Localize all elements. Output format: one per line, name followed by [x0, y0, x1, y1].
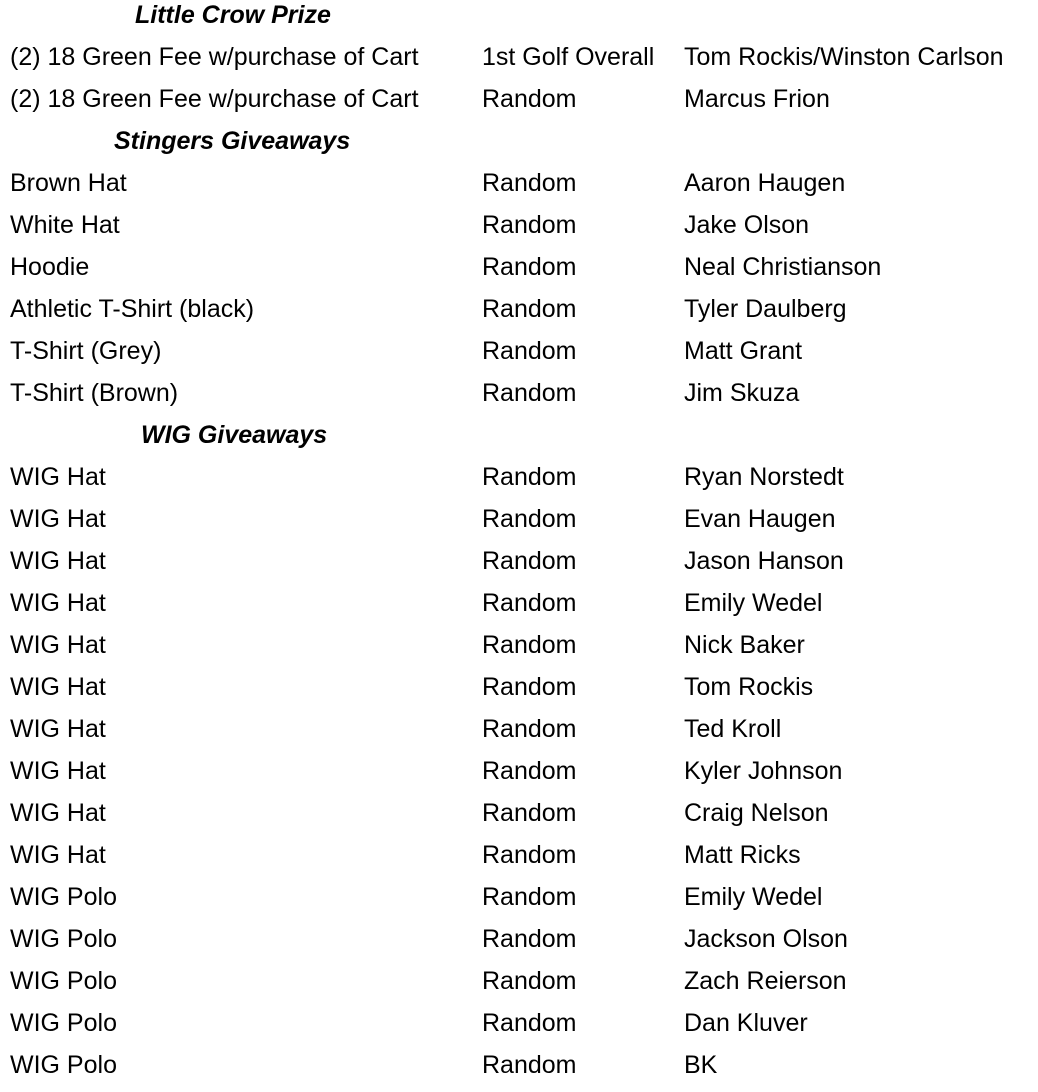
prize-cell: White Hat: [10, 211, 120, 239]
prize-cell: WIG Hat: [10, 715, 106, 743]
winner-cell: Nick Baker: [684, 631, 805, 659]
method-cell: Random: [482, 841, 577, 869]
prize-cell: T-Shirt (Grey): [10, 337, 162, 365]
method-cell: Random: [482, 295, 577, 323]
winner-cell: Jim Skuza: [684, 379, 800, 407]
winner-cell: BK: [684, 1051, 718, 1079]
method-cell: Random: [482, 379, 577, 407]
table-row: [0, 252, 1038, 294]
method-cell: Random: [482, 169, 577, 197]
winner-cell: Tom Rockis/Winston Carlson: [684, 43, 1004, 71]
prize-cell: T-Shirt (Brown): [10, 379, 179, 407]
prize-cell: WIG Hat: [10, 673, 106, 701]
method-cell: Random: [482, 1009, 577, 1037]
winner-cell: Jason Hanson: [684, 547, 844, 575]
prize-cell: Athletic T-Shirt (black): [10, 295, 255, 323]
winner-cell: Jackson Olson: [684, 925, 848, 953]
method-cell: Random: [482, 589, 577, 617]
winner-cell: Dan Kluver: [684, 1009, 808, 1037]
winner-cell: Matt Grant: [684, 337, 803, 365]
prize-cell: Brown Hat: [10, 169, 127, 197]
section-title: Little Crow Prize: [135, 1, 331, 29]
table-row: [0, 336, 1038, 378]
table-row: [0, 84, 1038, 126]
winner-cell: Craig Nelson: [684, 799, 829, 827]
method-cell: Random: [482, 757, 577, 785]
table-row: [0, 1008, 1038, 1050]
method-cell: Random: [482, 967, 577, 995]
winner-cell: Matt Ricks: [684, 841, 801, 869]
table-row: [0, 672, 1038, 714]
winner-cell: Tom Rockis: [684, 673, 814, 701]
method-cell: Random: [482, 631, 577, 659]
prize-cell: (2) 18 Green Fee w/purchase of Cart: [10, 43, 419, 71]
section-header-wig-giveaways: [0, 420, 1038, 462]
winner-cell: Ted Kroll: [684, 715, 782, 743]
section-header-stingers-giveaways: [0, 126, 1038, 168]
table-row: [0, 294, 1038, 336]
winner-cell: Aaron Haugen: [684, 169, 846, 197]
method-cell: Random: [482, 799, 577, 827]
section-title: Stingers Giveaways: [114, 127, 351, 155]
table-row: [0, 798, 1038, 840]
prize-cell: Hoodie: [10, 253, 90, 281]
prize-cell: WIG Hat: [10, 631, 106, 659]
table-row: [0, 378, 1038, 420]
method-cell: 1st Golf Overall: [482, 43, 655, 71]
prize-cell: WIG Polo: [10, 1009, 117, 1037]
table-row: [0, 840, 1038, 882]
table-row: [0, 714, 1038, 756]
prize-cell: WIG Hat: [10, 505, 106, 533]
table-row: [0, 210, 1038, 252]
table-row: [0, 42, 1038, 84]
prize-cell: WIG Hat: [10, 841, 106, 869]
table-row: [0, 588, 1038, 630]
method-cell: Random: [482, 715, 577, 743]
table-row: [0, 168, 1038, 210]
section-header-little-crow-prize: [0, 0, 1038, 42]
prize-cell: (2) 18 Green Fee w/purchase of Cart: [10, 85, 419, 113]
winner-cell: Jake Olson: [684, 211, 810, 239]
winner-cell: Evan Haugen: [684, 505, 836, 533]
winner-cell: Kyler Johnson: [684, 757, 843, 785]
method-cell: Random: [482, 211, 577, 239]
winner-cell: Emily Wedel: [684, 589, 823, 617]
method-cell: Random: [482, 883, 577, 911]
method-cell: Random: [482, 337, 577, 365]
prize-cell: WIG Hat: [10, 589, 106, 617]
winner-cell: Marcus Frion: [684, 85, 830, 113]
winner-cell: Emily Wedel: [684, 883, 823, 911]
table-row: [0, 756, 1038, 798]
prize-cell: WIG Polo: [10, 967, 117, 995]
table-row: [0, 966, 1038, 1008]
method-cell: Random: [482, 505, 577, 533]
table-row: [0, 546, 1038, 588]
prize-cell: WIG Hat: [10, 757, 106, 785]
winner-cell: Neal Christianson: [684, 253, 882, 281]
table-row: [0, 924, 1038, 966]
prize-cell: WIG Polo: [10, 925, 117, 953]
winner-cell: Tyler Daulberg: [684, 295, 847, 323]
method-cell: Random: [482, 463, 577, 491]
method-cell: Random: [482, 673, 577, 701]
method-cell: Random: [482, 547, 577, 575]
method-cell: Random: [482, 85, 577, 113]
method-cell: Random: [482, 925, 577, 953]
table-row: [0, 462, 1038, 504]
winner-cell: Ryan Norstedt: [684, 463, 844, 491]
method-cell: Random: [482, 1051, 577, 1079]
table-row: [0, 504, 1038, 546]
prize-cell: WIG Hat: [10, 463, 106, 491]
winner-cell: Zach Reierson: [684, 967, 847, 995]
section-title: WIG Giveaways: [141, 421, 328, 449]
method-cell: Random: [482, 253, 577, 281]
table-row: [0, 630, 1038, 672]
prize-cell: WIG Polo: [10, 1051, 117, 1079]
prize-cell: WIG Polo: [10, 883, 117, 911]
prize-cell: WIG Hat: [10, 799, 106, 827]
table-row: [0, 882, 1038, 924]
prize-cell: WIG Hat: [10, 547, 106, 575]
